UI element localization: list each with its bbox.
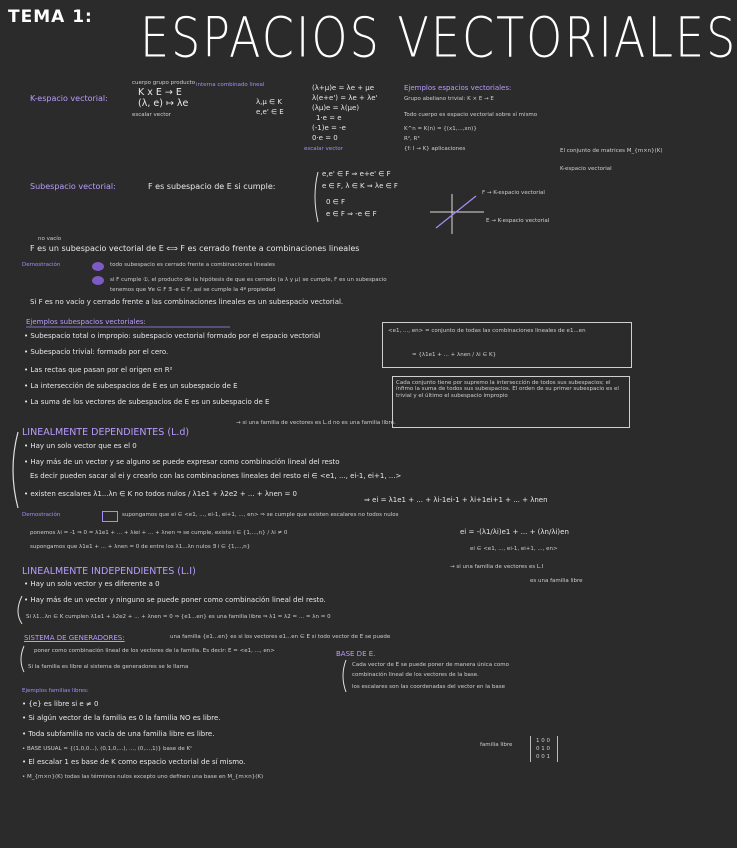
- familias-title: Ejemplos familias libres:: [22, 688, 89, 694]
- dependientes-demo-label: Demostración: [22, 512, 61, 518]
- subespacio-label: Subespacio vectorial:: [30, 182, 116, 191]
- dependientes-formula: ⇒ ei = λ1e1 + ... + λi-1ei-1 + λi+1ei+1 + ... + λnen: [364, 496, 548, 504]
- generadores-line2: poner como combinación lineal de los vectores de la familia. Es decir: E = <e1, ..., en>: [34, 648, 275, 654]
- familias-item: • BASE USUAL = {(1,0,0...), (0,1,0,...), ..., (0,...,1)} base de Kⁿ: [22, 746, 192, 752]
- dependientes-demo-b: ponemos λi = -1 ⇒ 0 = λ1e1 + ... + λiei + ... + λnen ⇒ se cumple, existe i ∈ {1,...,n} / λi ≠ 0: [30, 530, 288, 536]
- cerrado-demo-1: todo subespacio es cerrado frente a combinaciones lineales: [110, 262, 275, 268]
- subespacio-cond-1: e,e' ∈ F ⇒ e+e' ∈ F: [322, 170, 391, 178]
- kespacio-axiom-left-1: λ,μ ∈ K: [256, 98, 282, 106]
- familias-item: • M_{m×n}(K) todas las términos nulos excepto uno definen una base en M_{m×n}(K): [22, 774, 263, 780]
- independientes-item: Si λ1...λn ∈ K cumplen λ1e1 + λ2e2 + ... + λnen = 0 ⇒ {e1...en} es una familia libre ⇒ λ1 = λ2 = ... = λn = 0: [26, 614, 331, 620]
- subespacio-text: F es subespacio de E si cumple:: [148, 182, 276, 191]
- familias-item: • Toda subfamilia no vacía de una familia libre es libre.: [22, 730, 214, 738]
- independientes-note: → si una familia de vectores es L.I: [450, 564, 544, 570]
- supremo-box-text: Cada conjunto tiene por supremo la intersección de todos sus subespacios; el ínfimo la suma de todos sus subespacios. El orden de su primer subespacio es el trivial y el último el subespacio impropio: [396, 380, 619, 399]
- ejemplos-sub-item: • La suma de los vectores de subespacios de E es un subespacio de E: [24, 398, 269, 406]
- ejemplos-ev-item: Todo cuerpo es espacio vectorial sobre sí mismo: [404, 112, 538, 118]
- cerrado-demo-label: Demostración: [22, 262, 61, 268]
- base-note-3: los escalares son las coordenadas del vector en la base: [352, 684, 506, 690]
- demo-arrow-icon: [92, 262, 104, 271]
- combinaciones-box-formula: = {λ1e1 + ... + λnen / λi ∈ K}: [412, 352, 497, 358]
- cerrado-conclusion: Si F es no vacío y cerrado frente a las combinaciones lineales es un subespacio vectorial.: [30, 298, 344, 306]
- matrix-row: 0 0 1: [536, 754, 550, 760]
- kespacio-zero-note: escalar vector: [304, 146, 343, 152]
- kespacio-formula-2: (λ, e) ↦ λe: [138, 98, 189, 109]
- kespacio-label: K-espacio vectorial:: [30, 94, 108, 103]
- cerrado-demo-2: si F cumple ①, el producto de la hipótesis de que es cerrado (a λ y μ) se cumple, F es un subespacio: [110, 277, 387, 283]
- kespacio-anno-top: cuerpo grupo producto: [132, 80, 196, 86]
- cerrado-main: F es un subespacio vectorial de E ⟺ F es cerrado frente a combinaciones lineales: [30, 244, 360, 253]
- kespacio-anno-right: interna combinado lineal: [196, 82, 265, 88]
- dependientes-item: • existen escalares λ1...λn ∈ K no todos nulos / λ1e1 + λ2e2 + ... + λnen = 0: [24, 490, 297, 498]
- dependientes-frac: ei = -(λ1/λi)e1 + ... + (λn/λi)en: [460, 528, 569, 536]
- generadores-title: SISTEMA DE GENERADORES:: [24, 634, 125, 642]
- ejemplos-ev-item: K^n = K(n) = {(x1,...,xn)}: [404, 126, 477, 132]
- page-title: ESPACIOS VECTORIALES: [140, 4, 737, 70]
- kespacio-axiom: 0·e = 0: [312, 134, 338, 142]
- independientes-title: LINEALMENTE INDEPENDIENTES (L.I): [22, 566, 196, 577]
- subespacio-cond-3: 0 ∈ F: [326, 198, 346, 206]
- kespacio-formula-1: K x E → E: [138, 87, 182, 98]
- matrix-row: 0 1 0: [536, 746, 550, 752]
- kespacio-axiom: (λ+μ)e = λe + μe: [312, 84, 375, 92]
- independientes-item: • Hay más de un vector y ninguno se puede poner como combinación lineal del resto.: [24, 596, 326, 604]
- ejemplos-ev-item: K-espacio vectorial: [560, 166, 612, 172]
- tema-label: TEMA 1:: [8, 7, 93, 27]
- base-note-2: combinación lineal de los vectores de la base.: [352, 672, 479, 678]
- matrix-row: 1 0 0: [536, 738, 550, 744]
- familias-item: • {e} es libre si e ≠ 0: [22, 700, 98, 708]
- subespacio-cond-4: e ∈ F ⇒ -e ∈ F: [326, 210, 377, 218]
- cerrado-demo-3: tenemos que ∀e ∈ F ∃ -e ∈ F, así se cumple la 4ª propiedad: [110, 287, 276, 293]
- dependientes-title: LINEALMENTE DEPENDIENTES (L.d): [22, 427, 190, 438]
- base-label: BASE DE E.: [336, 650, 376, 658]
- familias-item: • El escalar 1 es base de K como espacio vectorial de sí mismo.: [22, 758, 245, 766]
- subespacio-cond-2: e ∈ F, λ ∈ K ⇒ λe ∈ F: [322, 182, 398, 190]
- subespacio-arrow-e: E → K-espacio vectorial: [486, 218, 550, 224]
- dependientes-item: • Hay un solo vector que es el 0: [24, 442, 137, 450]
- dependientes-demo-a: supongamos que ei ∈ <e1, ..., ei-1, ei+1, ..., en> ⇒ se cumple que existen escalares no todos nulos: [122, 512, 399, 518]
- kespacio-axiom-left-2: e,e' ∈ E: [256, 108, 284, 116]
- dependientes-demo-c: supongamos que λ1e1 + ... + λnen = 0 de entre los λ1...λn nulos ∃ i ∈ {1,...,n}: [30, 544, 251, 550]
- familias-item: • Si algún vector de la familia es 0 la familia NO es libre.: [22, 714, 221, 722]
- arrow-box-icon: [102, 511, 118, 522]
- no-vacio-note: no vacío: [38, 236, 62, 242]
- dependientes-item: • Hay más de un vector y se alguno se puede expresar como combinación lineal del resto: [24, 458, 340, 466]
- ejemplos-ev-item: El conjunto de matrices M_{m×n}(K): [560, 148, 663, 154]
- ejemplos-sub-item: • Subespacio trivial: formado por el cero.: [24, 348, 168, 356]
- matrix-note: familia libre: [480, 742, 513, 748]
- ejemplos-ev-item: R², R³: [404, 136, 420, 142]
- independientes-item: • Hay un solo vector y es diferente a 0: [24, 580, 160, 588]
- ejemplos-sub-item: • Subespacio total o impropio: subespacio vectorial formado por el espacio vectorial: [24, 332, 320, 340]
- ejemplos-sub-item: • Las rectas que pasan por el origen en R²: [24, 366, 172, 374]
- generadores-text: una familia {e1...en} es si los vectores e1...en ∈ E si todo vector de E se puede: [170, 634, 391, 640]
- kespacio-axiom: (-1)e = -e: [312, 124, 346, 132]
- base-note-1: Cada vector de E se puede poner de manera única como: [352, 662, 509, 668]
- kespacio-axiom: 1·e = e: [316, 114, 342, 122]
- dependientes-note: → si una familia de vectores es L.d no es una familia libre.: [236, 420, 396, 426]
- kespacio-axiom: (λμ)e = λ(μe): [312, 104, 360, 112]
- dependientes-member: ei ∈ <e1, ..., ei-1, ei+1, ..., en>: [470, 546, 558, 552]
- ejemplos-sub-title: Ejemplos subespacios vectoriales:: [26, 318, 146, 326]
- demo-arrow-icon: [92, 276, 104, 285]
- kespacio-axiom: λ(e+e') = λe + λe': [312, 94, 378, 102]
- ejemplos-ev-item: Grupo abeliano trivial: K × E → E: [404, 96, 494, 102]
- generadores-line3: Si la familia es libre al sistema de generadores se le llama: [28, 664, 189, 670]
- ejemplos-sub-item: • La intersección de subespacios de E es un subespacio de E: [24, 382, 238, 390]
- ejemplos-ev-title: Ejemplos espacios vectoriales:: [404, 84, 512, 92]
- combinaciones-box-text: <e1, ..., en> = conjunto de todas las combinaciones lineales de e1...en: [388, 328, 586, 334]
- independientes-note-2: es una familia libre: [530, 578, 583, 584]
- kespacio-anno-bottom: escalar vector: [132, 112, 171, 118]
- ejemplos-ev-item: {f: I → K} aplicaciones: [404, 146, 466, 152]
- subespacio-arrow-f: F → K-espacio vectorial: [482, 190, 545, 196]
- dependientes-item: Es decir pueden sacar al ei y crearlo con las combinaciones lineales del resto ei ∈ <e1, ..., ei-1, ei+1, ...>: [30, 472, 402, 480]
